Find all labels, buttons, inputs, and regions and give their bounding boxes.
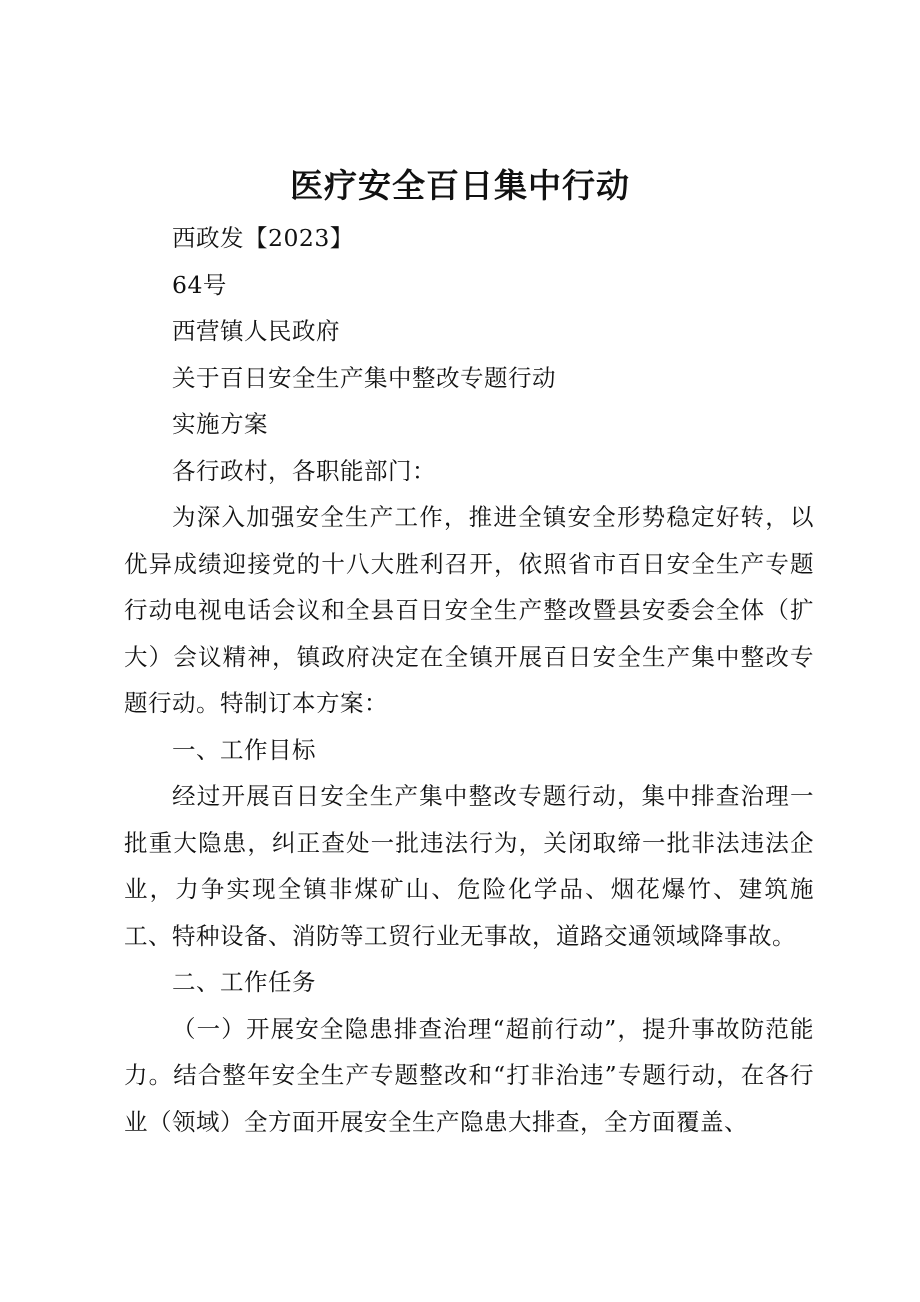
- section1-heading: 一、工作目标: [172, 735, 316, 764]
- doc-number-line2: 64号: [172, 270, 227, 299]
- salutation: 各行政村，各职能部门：: [172, 456, 436, 485]
- subject-line1: 关于百日安全生产集中整改专题行动: [172, 363, 556, 392]
- section2-paragraph: （一）开展安全隐患排查治理“超前行动”，提升事故防范能力。结合整年安全生产专题整改和“打非治违”专题行动，在各行业（领域）全方面开展安全生产隐患大排查，全方面覆盖、: [124, 1014, 814, 1136]
- document-body: [124, 215, 814, 1145]
- document-title: 医疗安全百日集中行动: [290, 166, 630, 205]
- section2-heading: 二、工作任务: [172, 968, 316, 996]
- intro-paragraph: 为深入加强安全生产工作，推进全镇安全形势稳定好转，以优异成绩迎接党的十八大胜利召开，依照省市百日安全生产专题行动电视电话会议和全县百日安全生产整改暨县安委会全体（扩大）会议精神，镇政府决定在全镇开展百日安全生产集中整改专题行动。特制订本方案：: [124, 503, 814, 717]
- doc-number-line1: 西政发【2023】: [172, 224, 354, 252]
- subject-line2: 实施方案: [172, 410, 268, 438]
- section1-paragraph: 经过开展百日安全生产集中整改专题行动，集中排查治理一批重大隐患，纠正查处一批违法行为，关闭取缔一批非法违法企业，力争实现全镇非煤矿山、危险化学品、烟花爆竹、建筑施工、特种设备、消防等工贸行业无事故，道路交通领域降事故。: [124, 782, 814, 950]
- issuer-line: 西营镇人民政府: [172, 317, 340, 345]
